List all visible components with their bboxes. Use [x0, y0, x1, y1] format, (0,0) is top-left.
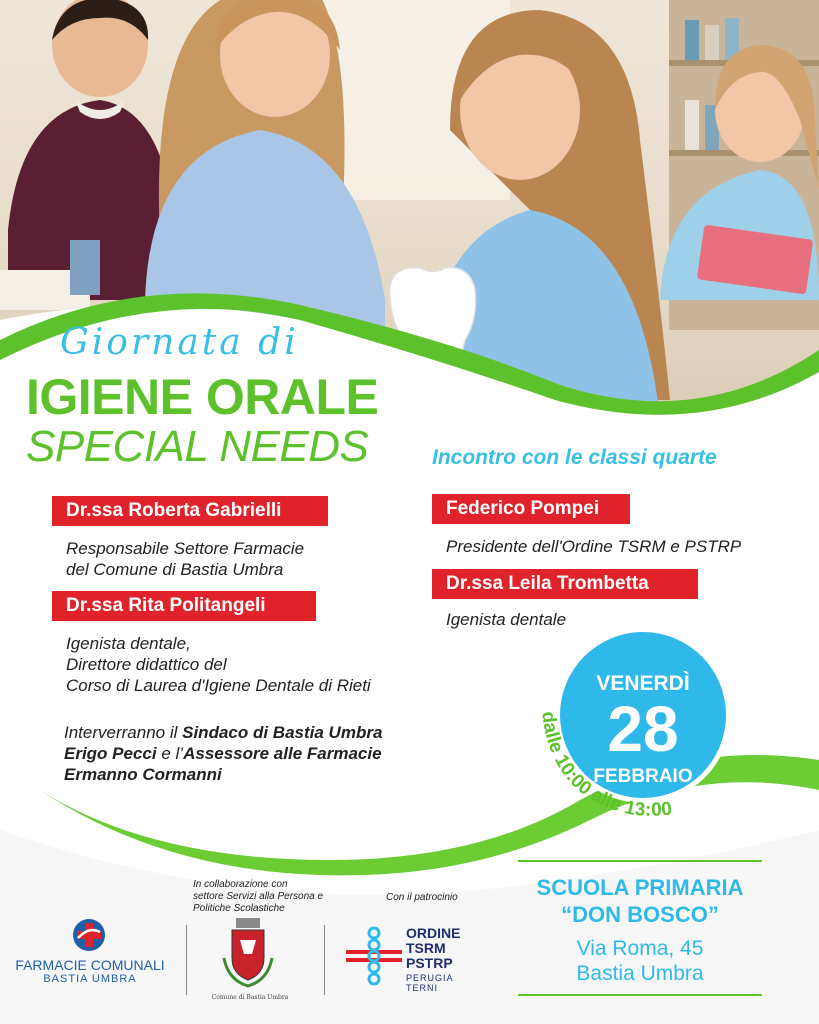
school-bottom-line	[518, 994, 762, 996]
ordine-city-line: TERNI	[406, 983, 438, 993]
footer-divider	[186, 925, 187, 995]
school-address-line: Bastia Umbra	[576, 962, 704, 985]
school-name-line: SCUOLA PRIMARIA	[536, 875, 744, 900]
speaker-name-tag: Dr.ssa Leila Trombetta	[432, 569, 698, 599]
title-sub: SPECIAL NEEDS	[26, 422, 369, 471]
comune-name: Comune di Bastia Umbra	[211, 994, 289, 1001]
title-script: Giornata di	[60, 322, 299, 363]
comune-crest-icon	[222, 918, 274, 988]
speaker-role-line: Responsabile Settore Farmacie	[66, 539, 305, 558]
speaker-role-line: Corso di Laurea d'Igiene Dentale di Rieti	[66, 676, 371, 695]
interverranno-part: Interverranno il	[64, 723, 183, 742]
school-name-line: “DON BOSCO”	[561, 902, 719, 927]
farmacie-city: BASTIA UMBRA	[43, 973, 137, 985]
school-top-line	[518, 860, 762, 862]
collab-line: Politiche Scolastiche	[193, 903, 285, 914]
interverranno-bold: Ermanno Cormanni	[64, 765, 222, 784]
speaker-name-tag: Dr.ssa Roberta Gabrielli	[52, 496, 328, 526]
collab-line: settore Servizi alla Persona e	[193, 891, 324, 902]
school-address-line: Via Roma, 45	[576, 937, 704, 960]
farmacie-cross-icon	[72, 918, 106, 952]
speaker-role-line: Direttore didattico del	[66, 655, 227, 674]
collaborazione-text	[193, 879, 323, 915]
speaker-name-tag: Dr.ssa Rita Politangeli	[52, 591, 316, 621]
collab-line: In collaborazione con	[193, 879, 288, 890]
school-address	[505, 936, 775, 986]
ordine-city	[406, 973, 454, 993]
interverranno-text	[64, 722, 382, 785]
speaker-role	[66, 538, 304, 580]
speaker-role-line: Presidente dell'Ordine TSRM e PSTRP	[446, 537, 742, 556]
date-day: VENERDÌ	[596, 672, 690, 695]
ordine-line: ORDINE	[406, 925, 461, 941]
date-month: FEBBRAIO	[593, 766, 693, 787]
speaker-role	[66, 633, 371, 696]
speaker-role	[446, 536, 741, 557]
svg-text:dalle 10:00 alle 13:00	[537, 710, 673, 821]
incontro-classi: Incontro con le classi quarte	[432, 446, 717, 469]
interverranno-bold: Erigo Pecci	[64, 744, 157, 763]
time-range: dalle 10:00 alle 13:00	[537, 710, 673, 821]
interverranno-bold: Assessore alle Farmacie	[183, 744, 382, 763]
ordine-logo-icon	[346, 925, 402, 987]
footer-divider	[324, 925, 325, 995]
ordine-line: PSTRP	[406, 955, 453, 971]
interverranno-bold: Sindaco di Bastia Umbra	[182, 723, 383, 742]
school-name	[505, 874, 775, 928]
speaker-role-line: del Comune di Bastia Umbra	[66, 560, 284, 579]
time-arc	[520, 680, 750, 850]
farmacie-name: FARMACIE COMUNALI	[15, 957, 165, 973]
speaker-role-line: Igenista dentale	[446, 610, 567, 629]
title-main: IGIENE ORALE	[26, 369, 379, 425]
speaker-name-tag: Federico Pompei	[432, 494, 630, 524]
patrocinio-text: Con il patrocinio	[386, 892, 458, 903]
ordine-city-line: PERUGIA	[406, 973, 454, 983]
ordine-name	[406, 926, 460, 971]
date-number: 28	[607, 693, 679, 765]
ordine-line: TSRM	[406, 940, 446, 956]
interverranno-part: e l’	[156, 744, 184, 763]
speaker-role-line: Igenista dentale,	[66, 634, 191, 653]
speaker-role	[446, 609, 566, 630]
